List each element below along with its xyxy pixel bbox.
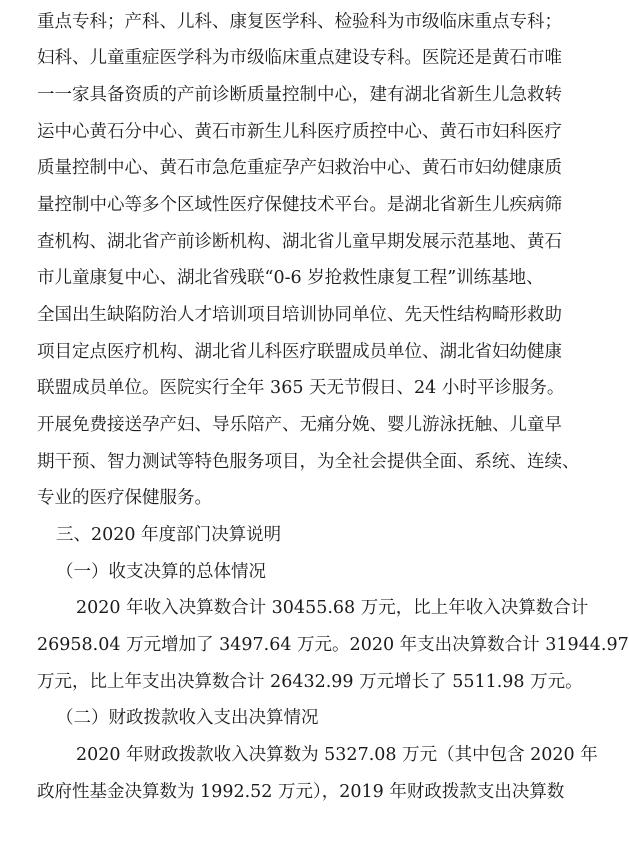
body-text-line: 全国出生缺陷防治人才培训项目培训协同单位、先天性结构畸形救助 [37,305,562,325]
body-text-line: 重点专科；产科、儿科、康复医学科、检验科为市级临床重点专科； [37,12,562,32]
body-text-line: 量控制中心等多个区域性医疗保健技术平台。是湖北省新生儿疾病筛 [37,195,562,215]
body-text-line: 开展免费接送孕产妇、导乐陪产、无痛分娩、婴儿游泳抚触、儿童早 [37,415,562,435]
body-text-line: 期干预、智力测试等特色服务项目，为全社会提供全面、系统、连续、 [37,452,580,472]
subsection-heading: （二）财政拨款收入支出决算情况 [56,708,319,728]
body-text-line: 市儿童康复中心、湖北省残联“0-6 岁抢救性康复工程”训练基地、 [37,268,544,288]
body-text-line: 专业的医疗保健服务。 [37,488,212,508]
body-text-line: 妇科、儿童重症医学科为市级临床重点建设专科。医院还是黄石市唯 [37,48,562,68]
section-heading: 三、2020 年度部门决算说明 [56,525,282,545]
body-text-line: 一一家具备资质的产前诊断质量控制中心，建有湖北省新生儿急救转 [37,85,562,105]
body-text-line: 联盟成员单位。医院实行全年 365 天无节假日、24 小时平诊服务。 [37,378,565,398]
body-text-line: 2020 年财政拨款收入决算数为 5327.08 万元（其中包含 2020 年 [76,745,598,765]
subsection-heading: （一）收支决算的总体情况 [56,562,266,582]
body-text-line: 2020 年收入决算数合计 30455.68 万元，比上年收入决算数合计 [76,598,589,618]
body-text-line: 万元，比上年支出决算数合计 26432.99 万元增长了 5511.98 万元。 [37,672,583,692]
body-text-line: 26958.04 万元增加了 3497.64 万元。2020 年支出决算数合计 31944.97 [37,635,629,655]
body-text-line: 运中心黄石分中心、黄石市新生儿科医疗质控中心、黄石市妇科医疗 [37,122,562,142]
body-text-line: 查机构、湖北省产前诊断机构、湖北省儿童早期发展示范基地、黄石 [37,232,562,252]
body-text-line: 质量控制中心、黄石市急危重症孕产妇救治中心、黄石市妇幼健康质 [37,158,562,178]
body-text-line: 项目定点医疗机构、湖北省儿科医疗联盟成员单位、湖北省妇幼健康 [37,342,562,362]
body-text-line: 政府性基金决算数为 1992.52 万元），2019 年财政拨款支出决算数 [37,782,565,802]
